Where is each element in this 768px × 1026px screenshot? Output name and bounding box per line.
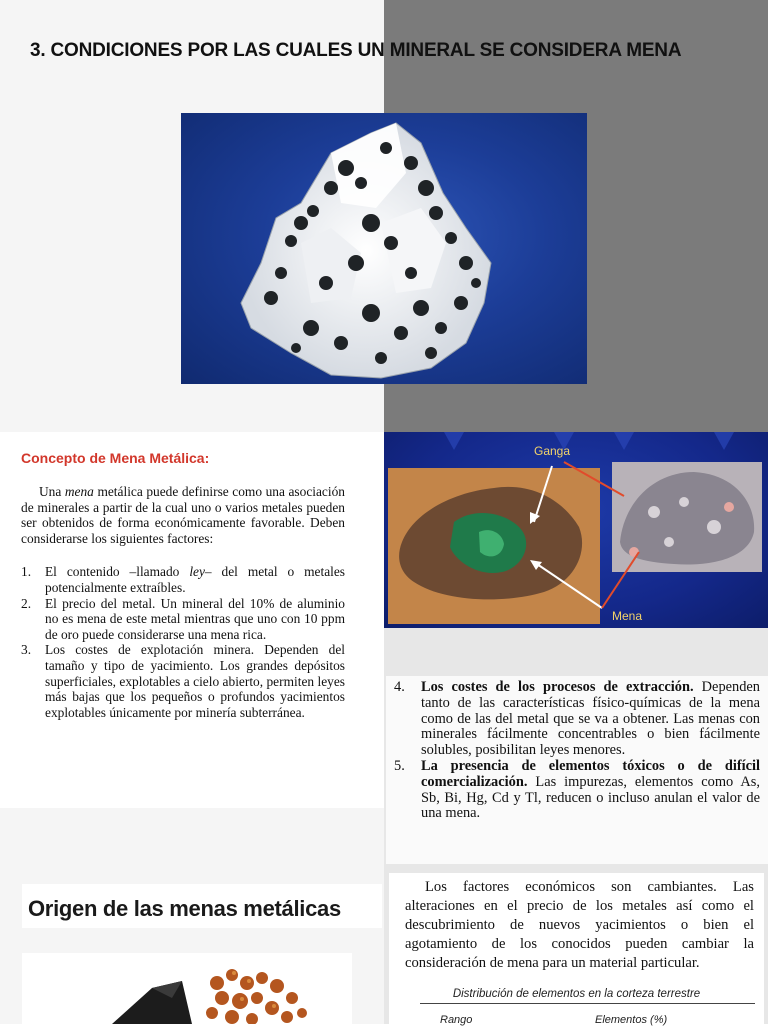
ganga-mena-image [384, 432, 768, 628]
mena-label: Mena [612, 609, 643, 623]
table-column-header: Elementos (%) [595, 1014, 668, 1026]
factor-text: Dependen tanto de las características físico-químicas de la mena como de las del metal que se va a obtener. Las menas con minerales fácilmente concentrables o bien fácilmente solubles, posibilitan leyes menores. [421, 679, 760, 759]
factor-list-continued [390, 680, 760, 822]
factor-number: 3. [21, 642, 32, 658]
factor-number: 1. [21, 564, 32, 580]
factor-text: Las impurezas, elementos como As, Sb, Bi, Hg, Cd y Tl, reducen o incluso anulan el valor de una mena. [421, 773, 760, 822]
mineral-specimen-image [181, 113, 587, 384]
slide-title: 3. CONDICIONES POR LAS CUALES UN MINERAL SE CONSIDERA MENA [30, 40, 682, 61]
origin-heading: Origen de las menas metálicas [28, 896, 341, 921]
factor-item-3 [21, 642, 345, 720]
factor-number: 2. [21, 595, 32, 611]
factor-title: Los costes de los procesos de extracción. [421, 679, 694, 695]
intro-text-end: metálica puede definirse como una asociación de minerales a partir de la cual uno o varios metales pueden ser obtenidos de forma económicamente favorable. Deben considerarse los siguientes factores: [21, 484, 345, 546]
economic-factors-panel [389, 873, 764, 985]
intro-text-start: Una [39, 484, 65, 499]
factor-list [21, 564, 345, 720]
concept-intro [21, 484, 345, 546]
concept-text-block [21, 484, 345, 720]
concept-heading: Concepto de Mena Metálica: [21, 450, 210, 466]
factor-item-5 [390, 759, 760, 822]
factor-item-1 [21, 564, 345, 595]
table-rule [420, 1003, 755, 1004]
factor-text: El contenido –llamado [45, 564, 190, 580]
table-caption: Distribución de elementos en la corteza terrestre [452, 988, 701, 1000]
ganga-label: Ganga [534, 444, 571, 458]
factor-text: Los costes de explotación minera. Dependen del tamaño y tipo de yacimiento. Los grandes depósitos superficiales, explotables a cielo abierto, permiten leyes más bajas que los pequeños o profundos yacimientos explotables únicamente por minería subterránea. [45, 642, 345, 720]
factor-title: La presencia de elementos tóxicos o de difícil comercialización. [421, 757, 760, 790]
factors-continued-panel [386, 676, 768, 864]
factor-number: 4. [394, 679, 405, 695]
ore-crystal-photo [22, 953, 352, 1024]
mineral-specimen-photo [181, 113, 587, 384]
factor-text: El precio del metal. Un mineral del 10% de aluminio no es mena de este metal mientras que uno con 10 ppm de oro puede considerarse una mena rica. [45, 595, 345, 642]
table-column-header: Rango [440, 1014, 473, 1026]
ore-crystal-image [22, 953, 352, 1024]
ganga-mena-figure [384, 432, 768, 628]
factor-term-ley: ley [189, 564, 205, 580]
factor-item-4 [390, 680, 760, 759]
economic-factors-text: Los factores económicos son cambiantes. Las alteraciones en el precio de los metales así como el descubrimiento de nuevos yacimientos o bien el agotamiento de los conocidos pueden cambiar la consideración de mena para un material particular. [405, 879, 754, 971]
factor-text: – del metal o metales potencialmente extraíbles. [45, 564, 346, 595]
intro-term-mena: mena [64, 484, 94, 499]
factor-item-2 [21, 596, 345, 643]
factor-number: 5. [394, 757, 405, 774]
